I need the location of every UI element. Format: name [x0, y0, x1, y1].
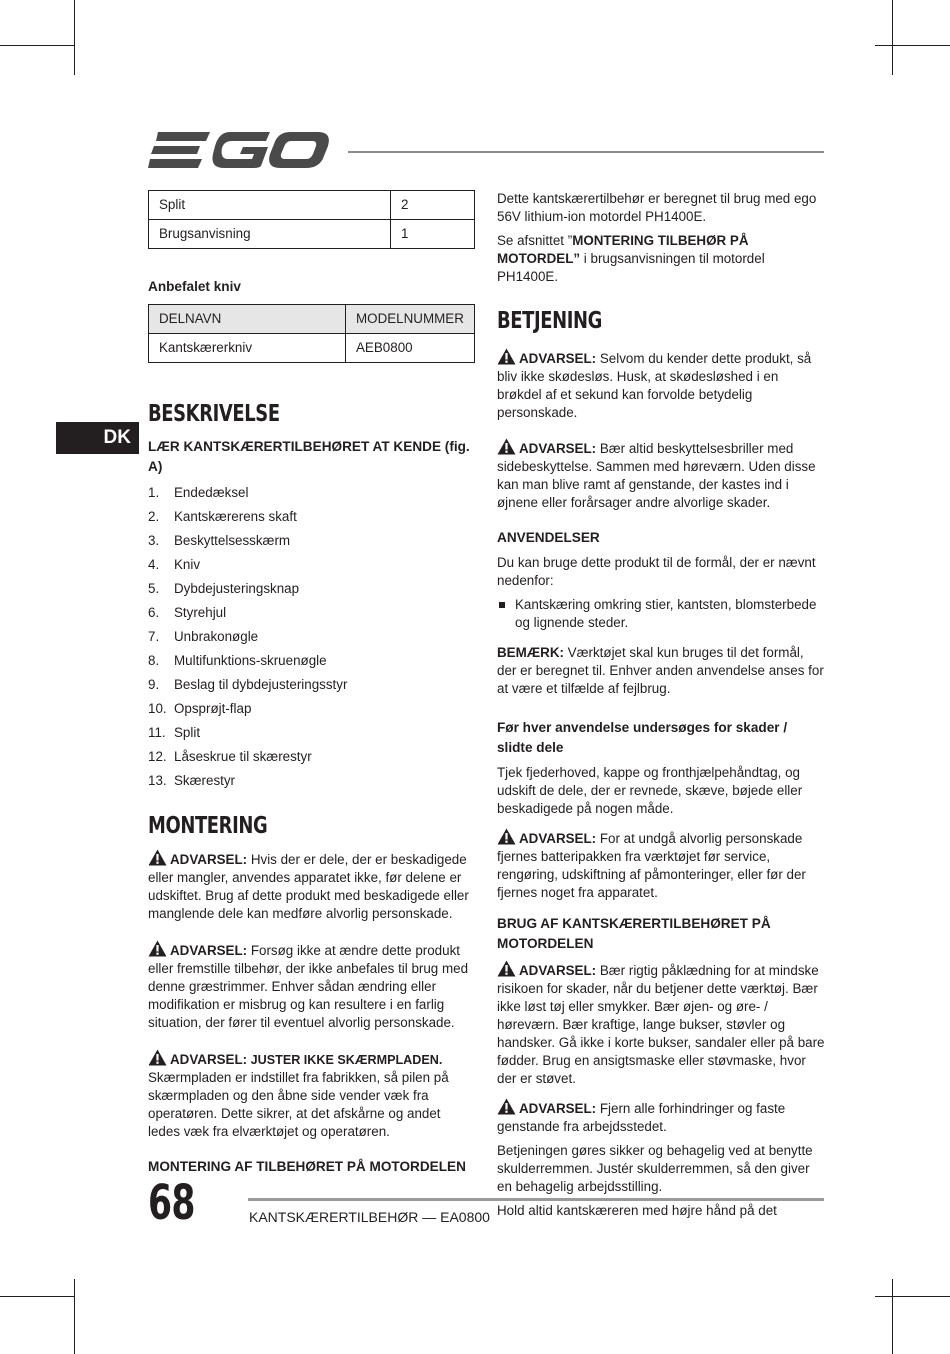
crop-mark	[0, 45, 75, 46]
warning-icon	[148, 940, 167, 957]
warning-paragraph: ADVARSEL: JUSTER IKKE SKÆRMPLADEN. Skærmpladen er indstillet fra fabrikken, så pilen på skærmpladen og den åbne side vender væk fra operatøren. Dette sikrer, at det afskårne og andet ledes væk fra elværktøjet og operatøren.	[148, 1049, 475, 1141]
table-cell: Split	[149, 191, 391, 220]
table-header: DELNAVN	[149, 305, 346, 334]
table-header: MODELNUMMER	[346, 305, 475, 334]
list-item: 3. Beskyttelsesskærm	[148, 533, 291, 548]
warning-icon	[497, 828, 516, 845]
table-row	[149, 220, 475, 249]
warning-paragraph: ADVARSEL: Hvis der er dele, der er beskadigede eller mangler, anvendes apparatet ikke, før delene er udskiftet. Brug af dette produkt med beskadigede eller manglende dele kan medføre alvorlig personskade.	[148, 849, 475, 923]
uses-paragraph: Du kan bruge dette produkt til de formål, der er nævnt nedenfor:	[497, 555, 816, 588]
section-heading-operation: BETJENING	[497, 308, 603, 334]
list-item: 8. Multifunktions-skruenøgle	[148, 653, 327, 668]
crop-mark	[892, 1279, 893, 1354]
contents-table	[148, 190, 475, 249]
table-row	[149, 334, 475, 363]
warning-paragraph: ADVARSEL: Bær altid beskyttelsesbriller med sidebeskyttelse. Sammen med høreværn. Uden disse kan man blive ramt af genstande, der kastes ind i øjnene eller forårsager andre alvorlige skader.	[497, 438, 825, 512]
ego-logo	[148, 128, 332, 174]
table-cell: Kantskærerkniv	[149, 334, 346, 363]
warning-icon	[148, 1049, 167, 1066]
right-column	[497, 190, 825, 1226]
left-column	[148, 190, 475, 1177]
list-item: 4. Kniv	[148, 557, 201, 572]
crop-mark	[875, 1296, 950, 1297]
table-header-row	[149, 305, 475, 334]
crop-mark	[74, 1279, 75, 1354]
subheading-learn: LÆR KANTSKÆRERTILBEHØRET AT KENDE (fig. A)	[148, 439, 470, 474]
language-tab: DK	[56, 422, 139, 454]
list-item: 5. Dybdejusteringsknap	[148, 581, 300, 596]
table-cell: 1	[391, 220, 475, 249]
subheading-mounting-accessory: MONTERING AF TILBEHØRET PÅ MOTORDELEN	[148, 1159, 466, 1174]
list-item: 6. Styrehjul	[148, 605, 227, 620]
table-cell: Brugsanvisning	[149, 220, 391, 249]
footer-title: KANTSKÆRERTILBEHØR — EA0800	[249, 1209, 490, 1225]
crop-mark	[74, 0, 75, 75]
blade-table	[148, 304, 475, 363]
warning-paragraph: ADVARSEL: Fjern alle forhindringer og faste genstande fra arbejdsstedet.	[497, 1098, 825, 1136]
header-rule	[348, 151, 824, 153]
recommended-heading: Anbefalet kniv	[148, 279, 241, 294]
list-item: 2. Kantskærerens skaft	[148, 509, 297, 524]
intro-paragraph: Dette kantskærertilbehør er beregnet til brug med ego 56V lithium-ion motordel PH1400E.	[497, 191, 817, 224]
list-item: 11. Split	[148, 725, 201, 740]
warning-icon	[497, 1098, 516, 1115]
warning-icon	[148, 849, 167, 866]
list-item: 13. Skærestyr	[148, 773, 236, 788]
list-item: 12. Låseskrue til skærestyr	[148, 749, 312, 764]
intro-paragraph: Se afsnittet ”MONTERING TILBEHØR PÅ MOTORDEL” i brugsanvisningen til motordel PH1400E.	[497, 233, 765, 284]
crop-mark	[0, 1296, 75, 1297]
table-cell: AEB0800	[346, 334, 475, 363]
subheading-inspect: Før hver anvendelse undersøges for skader / slidte dele	[497, 720, 788, 755]
list-item: 7. Unbrakonøgle	[148, 629, 259, 644]
bullet-icon	[499, 602, 505, 608]
page-number: 68	[148, 1175, 195, 1231]
note-paragraph: BEMÆRK: Værktøjet skal kun bruges til det formål, der er beregnet til. Enhver anden anvendelse anses for at være et tilfælde af fejlbrug.	[497, 645, 824, 696]
section-heading-mounting: MONTERING	[148, 813, 268, 839]
parts-list	[148, 481, 475, 793]
list-item: 1. Endedæksel	[148, 485, 249, 500]
list-item: Kantskæring omkring stier, kantsten, blomsterbede og lignende steder.	[497, 596, 825, 632]
uses-list	[497, 596, 825, 632]
footer-rule	[248, 1198, 824, 1201]
table-cell: 2	[391, 191, 475, 220]
crop-mark	[875, 45, 950, 46]
warning-paragraph: ADVARSEL: For at undgå alvorlig personskade fjernes batteripakken fra værktøjet før service, rengøring, udskiftning af påmonteringer, eller før der fjernes noget fra apparatet.	[497, 828, 825, 902]
body-paragraph: Betjeningen gøres sikker og behagelig ved at benytte skulderremmen. Justér skulderremmen, så den giver en behagelig arbejdsstilling.	[497, 1143, 813, 1194]
warning-icon	[497, 960, 516, 977]
body-paragraph: Hold altid kantskæreren med højre hånd på det	[497, 1203, 777, 1218]
crop-mark	[892, 0, 893, 75]
subheading-uses: ANVENDELSER	[497, 530, 600, 545]
section-heading-description: BESKRIVELSE	[148, 401, 280, 427]
list-item: 10. Opsprøjt-flap	[148, 701, 252, 716]
warning-paragraph: ADVARSEL: Selvom du kender dette produkt, så bliv ikke skødesløs. Husk, at skødesløshed i en brøkdel af et sekund kan forvolde betydelig personskade.	[497, 348, 825, 422]
table-row	[149, 191, 475, 220]
warning-paragraph: ADVARSEL: Bær rigtig påklædning for at mindske risikoen for skader, når du betjener dette værktøj. Bær ikke løst tøj eller smykker. Bær øjen- og øre- / høreværn. Bær kraftige, lange bukser, støvler og handsker. Gå ikke i korte bukser, sandaler eller på bare fødder. Brug en ansigtsmaske eller støvmaske, hvor der er støvet.	[497, 960, 825, 1088]
warning-icon	[497, 438, 516, 455]
list-item: 9. Beslag til dybdejusteringsstyr	[148, 677, 348, 692]
subheading-use-accessory: BRUG AF KANTSKÆRERTILBEHØRET PÅ MOTORDELEN	[497, 916, 771, 951]
warning-paragraph: ADVARSEL: Forsøg ikke at ændre dette produkt eller fremstille tilbehør, der ikke anbefales til brug med denne græstrimmer. Enhver sådan ændring eller modifikation er misbrug og kan resultere i en farlig situation, der fører til eventuel alvorlig personskade.	[148, 940, 475, 1032]
inspect-paragraph: Tjek fjederhoved, kappe og fronthjælpehåndtag, og udskift de dele, der er revnede, skæve, bøjede eller beskadigede på nogen måde.	[497, 765, 803, 816]
warning-icon	[497, 348, 516, 365]
